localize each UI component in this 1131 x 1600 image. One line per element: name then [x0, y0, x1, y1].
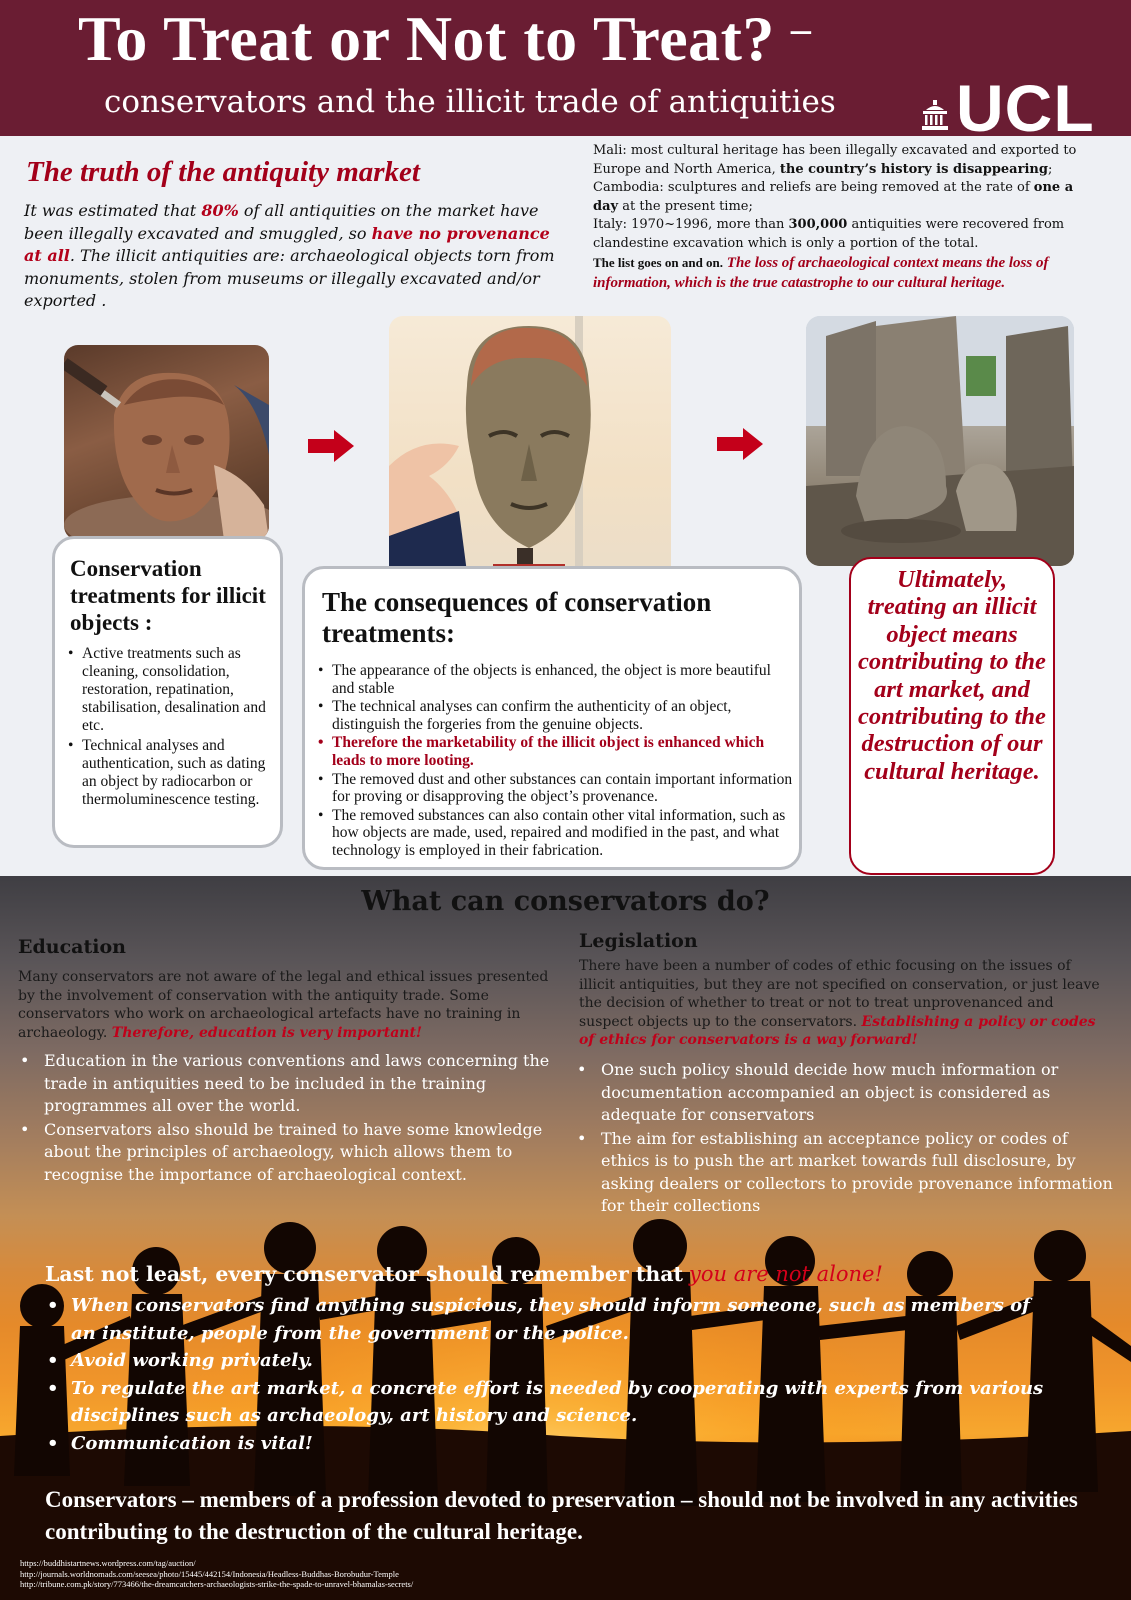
references — [20, 1558, 720, 1590]
list-item: • Therefore the marketability of the illicit object is enhanced which leads to more looting. — [318, 734, 794, 769]
poster-subtitle: conservators and the illicit trade of antiquities — [104, 84, 836, 120]
treatments-heading: Conservation treatments for illicit objects : — [70, 556, 266, 635]
truth-heading: The truth of the antiquity market — [26, 156, 420, 188]
truth-paragraph: It was estimated that 80% of all antiquities on the market have been illegally excavated and smuggled, so have no provenance at all. The illicit antiquities are: archaeological objects torn from monuments, stolen from museums or illegally excavated and/or exported . — [24, 201, 555, 310]
reference-link[interactable]: http://journals.worldnomads.com/seesea/photo/15445/442154/Indonesia/Headless-Buddhas-Borobudur-Temple — [20, 1568, 399, 1579]
list-item: • Technical analyses and authentication, such as dating an object by radiocarbon or thermoluminescence testing. — [68, 737, 273, 809]
not-alone-heading: Last not least, every conservator should remember that you are not alone! — [45, 1262, 883, 1286]
ultimately-text: Ultimately, treating an illicit object means contributing to the art market, and contributing to the destruction of our cultural heritage. — [858, 566, 1046, 785]
arrow-right-icon — [308, 430, 354, 462]
education-list — [18, 1050, 563, 1187]
excavated-head-photo — [64, 345, 269, 540]
education-heading: Education — [18, 936, 126, 958]
legislation-paragraph: There have been a number of codes of ethic focusing on the issues of illicit antiquities, but they are not specified on conservation, or just leave the decision of whether to treat or not to treat unprovenanced and suspect objects up to the conservators. Establishing a policy or codes of ethics for conservators is a way forward! — [579, 958, 1100, 1048]
ucl-logo — [922, 71, 1095, 145]
ucl-logo-text: UCL — [956, 71, 1095, 145]
not-alone-list — [45, 1292, 1045, 1457]
list-item: • Avoid working privately. — [45, 1347, 1045, 1375]
ultimately-box — [849, 557, 1055, 875]
list-item: • The removed dust and other substances can contain important information for proving or disapproving the object’s provenance. — [318, 771, 794, 806]
list-item: • Communication is vital! — [45, 1430, 1045, 1458]
legislation-heading: Legislation — [579, 930, 698, 952]
reference-link[interactable]: http://tribune.com.pk/story/773466/the-dreamcatchers-archaeologists-strike-the-spade-to-unravel-bhamalas-secrets/ — [20, 1579, 414, 1589]
list-item: • The appearance of the objects is enhanced, the object is more beautiful and stable — [318, 662, 794, 697]
consequences-heading: The consequences of conservation treatments: — [322, 587, 712, 648]
legislation-list — [575, 1059, 1115, 1219]
list-item: • One such policy should decide how much information or documentation accompanied an object is considered as adequate for conservators — [575, 1059, 1115, 1127]
fact-mali: Mali: most cultural heritage has been illegally excavated and exported to Europe and North America, the country’s history is disappearing; — [593, 143, 1077, 177]
fact-loss: The list goes on and on. The loss of archaeological context means the loss of information, which is the true catastrophe to our cultural heritage. — [593, 255, 1049, 291]
treatments-list — [68, 645, 273, 811]
arrow-right-icon — [717, 428, 763, 460]
list-item: • When conservators find anything suspicious, they should inform someone, such as members of an institute, people from the government or the police. — [45, 1292, 1045, 1347]
reference-link[interactable]: https://buddhistartnews.wordpress.com/tag/auction/ — [20, 1558, 196, 1568]
education-paragraph: Many conservators are not aware of the legal and ethical issues presented by the involvement of conservation with the antiquity trade. Some conservators who work on archaeological artefacts have no training in archaeology. Therefore, education is very important! — [18, 969, 549, 1041]
closing-statement: Conservators – members of a profession devoted to preservation – should not be involved in any activities contributing to the destruction of the cultural heritage. — [45, 1487, 1078, 1544]
treatments-box — [52, 536, 283, 848]
sunset-section — [0, 876, 1131, 1600]
what-can-conservators-do-heading: What can conservators do? — [361, 886, 770, 917]
list-item: • To regulate the art market, a concrete effort is needed by cooperating with experts from various disciplines such as archaeology, art history and science. — [45, 1375, 1045, 1430]
headless-buddhas-photo — [806, 316, 1074, 566]
fact-italy: Italy: 1970~1996, more than 300,000 antiquities were recovered from clandestine excavation which is only a portion of the total. — [593, 217, 1065, 251]
list-item: • Conservators also should be trained to have some knowledge about the principles of archaeology, which allows them to recognise the importance of archaeological context. — [18, 1119, 563, 1187]
list-item: • The technical analyses can confirm the authenticity of an object, distinguish the forgeries from the genuine objects. — [318, 698, 794, 733]
title-dash: – — [790, 6, 812, 51]
list-item: • Active treatments such as cleaning, consolidation, restoration, repatination, stabilisation, desalination and etc. — [68, 645, 273, 735]
consequences-box — [302, 566, 802, 870]
poster-title: To Treat or Not to Treat? – — [78, 3, 812, 74]
list-item: • The aim for establishing an acceptance policy or codes of ethics is to push the art market towards full disclosure, by asking dealers or collectors to provide provenance information for their collections — [575, 1128, 1115, 1218]
country-facts — [593, 142, 1093, 293]
portico-icon — [922, 100, 948, 130]
list-item: • Education in the various conventions and laws concerning the trade in antiquities need to be included in the training programmes all over the world. — [18, 1050, 563, 1118]
buddha-head-photo — [389, 316, 671, 588]
header-banner — [0, 0, 1131, 145]
fact-cambodia: Cambodia: sculptures and reliefs are being removed at the rate of one a day at the present time; — [593, 180, 1074, 214]
consequences-list — [318, 662, 794, 861]
list-item: • The removed substances can also contain other vital information, such as how objects are made, used, repaired and modified in the past, and what technology is employed in their fabrication. — [318, 807, 794, 860]
